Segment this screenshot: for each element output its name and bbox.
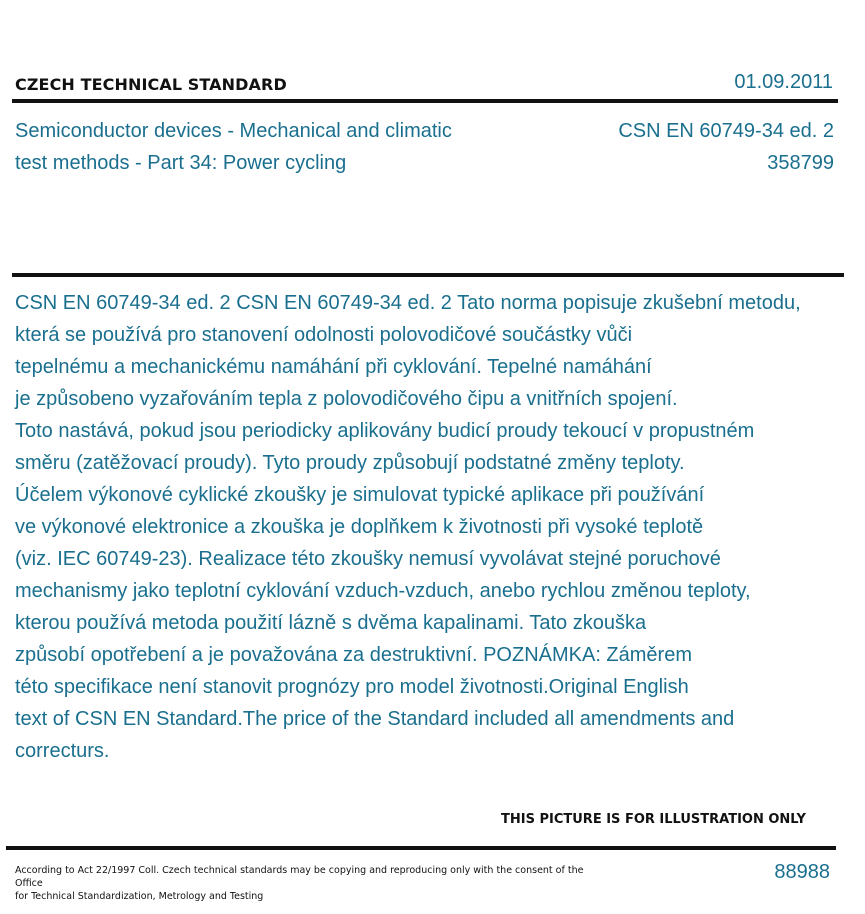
abstract-line: která se používá pro stanovení odolnosti polovodičové součástky vůči <box>15 324 633 346</box>
bottom-divider <box>6 846 836 850</box>
abstract-line: Toto nastává, pokud jsou periodicky aplikovány budicí proudy tekoucí v propustném <box>15 420 755 442</box>
abstract-line: této specifikace není stanovit prognózy pro model životnosti.Original English <box>15 676 689 698</box>
abstract-line: tepelnému a mechanickému namáhání při cyklování. Tepelné namáhání <box>15 356 652 378</box>
top-divider <box>12 99 838 103</box>
abstract-line: (viz. IEC 60749-23). Realizace této zkoušky nemusí vyvolávat stejné poruchové <box>15 548 721 570</box>
abstract-line: Účelem výkonové cyklické zkoušky je simulovat typické aplikace při používání <box>15 484 705 506</box>
abstract-line: mechanismy jako teplotní cyklování vzduch-vzduch, anebo rychlou změnou teploty, <box>15 580 751 602</box>
catalog-number: 358799 <box>767 152 834 174</box>
abstract-line: směru (zatěžovací proudy). Tyto proudy způsobují podstatné změny teploty. <box>15 452 685 474</box>
abstract-line: ve výkonové elektronice a zkouška je doplňkem k životnosti při vysoké teplotě <box>15 516 704 538</box>
legal-notice-line: for Technical Standardization, Metrology and Testing <box>15 891 264 902</box>
abstract-text <box>15 287 865 767</box>
publication-date: 01.09.2011 <box>734 71 833 93</box>
middle-divider <box>12 273 844 277</box>
abstract-line: CSN EN 60749-34 ed. 2 CSN EN 60749-34 ed. 2 Tato norma popisuje zkušební metodu, <box>15 292 801 314</box>
product-id: 88988 <box>774 861 830 883</box>
abstract-line: correcturs. <box>15 740 110 762</box>
abstract-line: způsobí opotřebení a je považována za destruktivní. POZNÁMKA: Záměrem <box>15 644 692 666</box>
document-title-line: test methods - Part 34: Power cycling <box>15 152 347 174</box>
document-identifiers <box>618 115 834 179</box>
abstract-line: kterou používá metoda použití lázně s dvěma kapalinami. Tato zkouška <box>15 612 647 634</box>
standard-number: CSN EN 60749-34 ed. 2 <box>618 120 834 142</box>
illustration-disclaimer: THIS PICTURE IS FOR ILLUSTRATION ONLY <box>501 812 806 827</box>
document-title-line: Semiconductor devices - Mechanical and climatic <box>15 120 452 142</box>
legal-notice <box>15 864 585 903</box>
document-title <box>15 115 535 179</box>
abstract-line: je způsobeno vyzařováním tepla z polovodičového čipu a vnitřních spojení. <box>15 388 678 410</box>
header-title: CZECH TECHNICAL STANDARD <box>15 75 287 94</box>
abstract-line: text of CSN EN Standard.The price of the Standard included all amendments and <box>15 708 735 730</box>
legal-notice-line: According to Act 22/1997 Coll. Czech technical standards may be copying and reproducing only with the consent of the Office <box>15 865 584 889</box>
